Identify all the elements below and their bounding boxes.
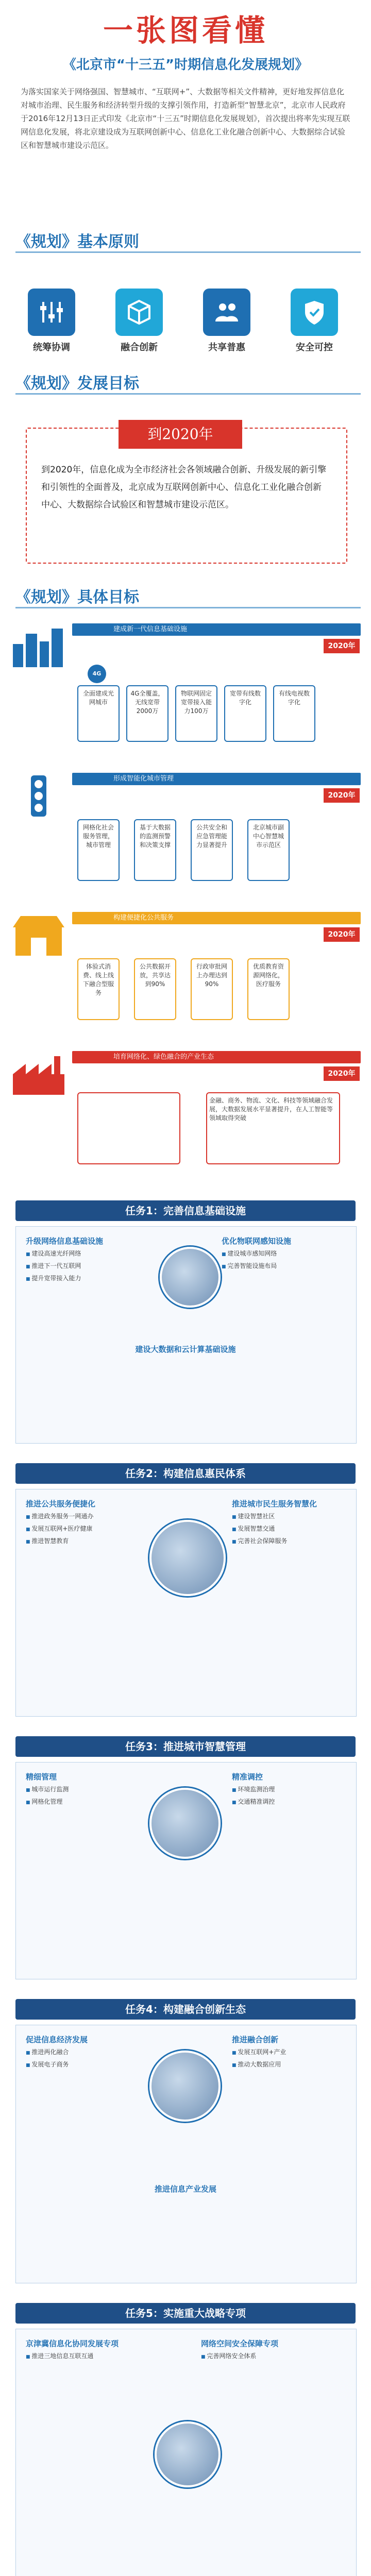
task-column-head: 推进融合创新: [232, 2035, 279, 2044]
task-item: ■ 环境监测治理: [232, 1785, 350, 1795]
task-item: ■ 推进政务服务一网通办: [26, 1512, 155, 1522]
task-column-head: 促进信息经济发展: [26, 2035, 88, 2044]
task-item: ■ 交通精准调控: [232, 1797, 350, 1807]
target-band: 培育网络化、绿色融合的产业生态: [72, 1051, 361, 1063]
target-card: 金融、商务、物流、文化、科技等领域融合发展，大数据发展水平显著提升，在人工智能等领域取得突破: [206, 1092, 340, 1164]
task-column-head: 升级网络信息基础设施: [26, 1236, 104, 1246]
city-skyline-icon: [10, 623, 67, 670]
target-badge: 4G: [88, 665, 106, 683]
task-column-head: 优化物联网感知设施: [222, 1236, 292, 1246]
target-card: 全面建成光网城市: [77, 685, 120, 742]
task-item: ■ 推进三地信息互联互通: [26, 2351, 180, 2362]
task-header: 任务5：实施重大战略专项: [15, 2303, 356, 2324]
target-band: 构建便捷化公共服务: [72, 912, 361, 924]
illustration-circle: [149, 1520, 226, 1596]
target-card: 公共安全和应急管理能力显著提升: [191, 819, 233, 881]
task-column: [26, 1236, 165, 1286]
task-column-head: 推进城市民生服务智慧化: [232, 1499, 317, 1509]
shield-icon: [291, 289, 338, 336]
illustration-circle: [149, 2050, 221, 2122]
principles-section-header: [0, 227, 371, 249]
task-column-head: 京津冀信息化协同发展专项: [26, 2339, 119, 2348]
cube-icon: [115, 289, 163, 336]
divider: [15, 607, 361, 608]
task-item: ■ 发展电子商务: [26, 2060, 155, 2070]
task-column: [26, 1772, 155, 1809]
task-item: ■ 推进智慧教育: [26, 1536, 155, 1547]
target-card: 体验式消费、线上线下融合型服务: [77, 958, 120, 1020]
task-item: ■ 网格化管理: [26, 1797, 155, 1807]
principles-section-title: 《规划》基本原则: [15, 233, 139, 251]
task-column-head: 推进公共服务便捷化: [26, 1499, 96, 1509]
task-column: [26, 2035, 155, 2072]
task-column: [232, 1499, 350, 1549]
task-header: 任务4：构建融合创新生态: [15, 1999, 356, 2020]
task-footer-label: 建设大数据和云计算基础设施: [135, 1345, 236, 1354]
task-footer: [103, 1345, 268, 1357]
task-footer-label: 推进信息产业发展: [154, 2184, 216, 2194]
illustration-circle: [149, 1788, 221, 1859]
principle-item: [196, 289, 258, 353]
task-column: [201, 2339, 350, 2364]
illustration-circle: [160, 1247, 221, 1308]
traffic-light-icon: [10, 773, 67, 819]
task-item: ■ 发展互联网+产业: [232, 2047, 350, 2058]
target-band: 建成新一代信息基础设施: [72, 623, 361, 636]
page-subtitle: 《北京市“十三五”时期信息化发展规划》: [62, 57, 309, 73]
task-column-head: 精准调控: [232, 1772, 263, 1782]
goals-section-header: [0, 368, 371, 391]
task-item: ■ 完善智能设施布局: [222, 1261, 350, 1272]
illustration-circle: [155, 2421, 221, 2487]
goal-year-badge: 到2020年: [119, 420, 242, 449]
target-card: [77, 1092, 180, 1164]
target-card: 宽带有线数字化: [224, 685, 266, 742]
task-header: 任务3：推进城市智慧管理: [15, 1736, 356, 1757]
task-item: ■ 提升宽带接入能力: [26, 1274, 165, 1284]
task-column: [232, 2035, 350, 2072]
principle-item: [283, 289, 345, 353]
year-badge: 2020年: [324, 788, 360, 803]
principle-label: 安全可控: [296, 342, 333, 353]
task-item: ■ 建设城市感知网络: [222, 1249, 350, 1259]
target-card: 公共数据开放，共享达到90%: [134, 958, 176, 1020]
task-item: ■ 完善网络安全体系: [201, 2351, 350, 2362]
targets-section-header: [0, 582, 371, 605]
goals-section-title: 《规划》发展目标: [15, 375, 139, 393]
target-card: 优质教育资源网络化，医疗服务: [247, 958, 290, 1020]
task-column: [26, 1499, 155, 1549]
storefront-icon: [10, 912, 67, 958]
target-card: 有线电视数字化: [273, 685, 315, 742]
year-badge: 2020年: [324, 1066, 360, 1081]
task-header: 任务1：完善信息基础设施: [15, 1200, 356, 1221]
target-card: 北京城市副中心智慧城市示范区: [247, 819, 290, 881]
task-item: ■ 发展互联网+医疗健康: [26, 1524, 155, 1534]
year-badge: 2020年: [324, 927, 360, 942]
principle-item: [21, 289, 82, 353]
principle-label: 共享普惠: [208, 342, 245, 353]
task-item: ■ 推进两化融合: [26, 2047, 155, 2058]
task-item: ■ 推进下一代互联网: [26, 1261, 165, 1272]
target-card: 物联网固定宽带接入能力100万: [175, 685, 217, 742]
page-title: 一张图看懂: [103, 13, 268, 48]
factory-icon: [10, 1051, 67, 1097]
task-item: ■ 完善社会保障服务: [232, 1536, 350, 1547]
sliders-icon: [28, 289, 75, 336]
principle-item: [108, 289, 170, 353]
intro-paragraph: 为落实国家关于网络强国、智慧城市、“互联网+”、大数据等相关文件精神，更好地发挥信息化对城市治理、民生服务和经济转型升级的支撑引领作用，打造新型“智慧北京”，北京市人民政府于2016年12月13日正式印发《北京市“十三五”时期信息化发展规划》，首次提出将率先实现互联网信息化发展，将北京建设成为互联网创新中心、信息化工业化融合创新中心、大数据综合试验区和智慧城市建设示范区。: [21, 87, 350, 150]
divider: [15, 251, 361, 253]
principle-label: 融合创新: [121, 342, 158, 353]
target-band: 形成智能化城市管理: [72, 773, 361, 785]
goal-text: 到2020年，信息化成为全市经济社会各领域融合创新、升级发展的新引擎和引领性的全面普及，北京成为互联网创新中心、信息化工业化融合创新中心、大数据综合试验区和智慧城市建设示范区。: [41, 465, 327, 510]
task-item: ■ 建设智慧社区: [232, 1512, 350, 1522]
task-column: [232, 1772, 350, 1809]
task-header: 任务2：构建信息惠民体系: [15, 1463, 356, 1484]
divider: [15, 393, 361, 395]
task-item: ■ 推动大数据应用: [232, 2060, 350, 2070]
principle-label: 统筹协调: [33, 342, 70, 353]
year-badge: 2020年: [324, 639, 360, 653]
targets-section-title: 《规划》具体目标: [15, 588, 139, 606]
task-column-head: 精细管理: [26, 1772, 57, 1782]
task-column: [222, 1236, 350, 1274]
task-item: ■ 建设高速光纤网络: [26, 1249, 165, 1259]
task-column: [26, 2339, 180, 2364]
task-item: ■ 城市运行监测: [26, 1785, 155, 1795]
target-card: 4G全覆盖，无线宽带2000万: [126, 685, 168, 742]
task-item: ■ 发展智慧交通: [232, 1524, 350, 1534]
people-icon: [203, 289, 250, 336]
target-card: 行政审批网上办理达到90%: [191, 958, 233, 1020]
task-column-head: 网络空间安全保障专项: [201, 2339, 279, 2348]
target-card: 基于大数据的监测预警和决策支撑: [134, 819, 176, 881]
target-card: 网格化社会服务管理，城市管理: [77, 819, 120, 881]
task-footer: [103, 2184, 268, 2197]
